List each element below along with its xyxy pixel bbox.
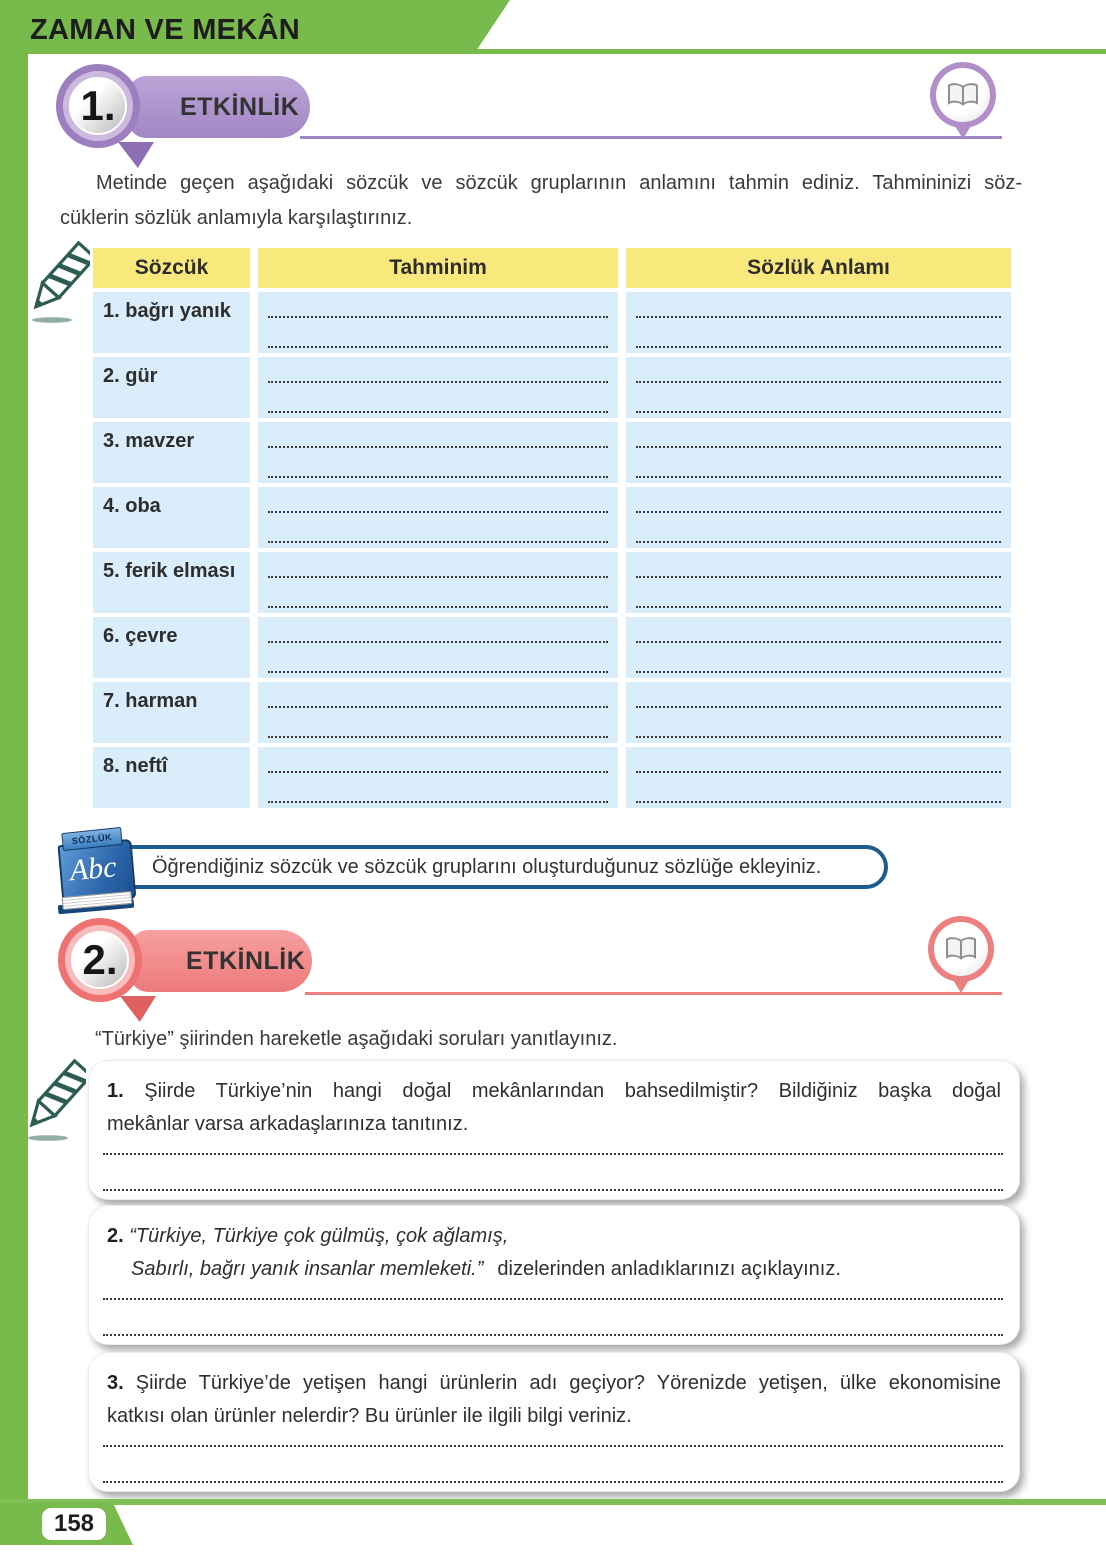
question-box-3 [88,1352,1020,1492]
answer-line [268,381,608,383]
left-green-rail [0,52,28,1544]
word-cell: 1. bağrı yanık [93,292,250,353]
dictionary-book-icon [54,830,142,912]
answer-line [636,381,1001,383]
answer-line [636,476,1001,478]
word-cell: 3. mavzer [93,422,250,483]
activity1-label: ETKİNLİK [180,92,300,121]
activity1-intro [60,166,1022,236]
answer-line [268,671,608,673]
pencil-icon [30,238,90,324]
answer-line [636,541,1001,543]
activity1-badge-tail [118,142,154,168]
dictionary-meaning-cell [626,357,1011,418]
guess-cell [258,422,618,483]
column-header-tahminim: Tahminim [258,248,618,288]
activity2-badge-tail [120,996,156,1022]
activity2-label: ETKİNLİK [186,946,306,975]
activity1-label-pill [128,76,310,138]
dictionary-cover-label: Abc [68,850,118,888]
dictionary-tab-label: SÖZLÜK [61,827,123,851]
intro-line: cüklerin sözlük anlamıyla karşılaştırınız. [60,207,413,229]
answer-line [268,346,608,348]
answer-line [636,736,1001,738]
answer-line [636,641,1001,643]
answer-line [103,1481,1003,1483]
activity1-divider-line [300,136,1002,139]
answer-line [268,316,608,318]
open-book-icon [934,922,988,976]
guess-cell [258,617,618,678]
dictionary-note-box [112,845,888,889]
vocabulary-table [93,248,1011,808]
guess-cell [258,747,618,808]
answer-line [636,576,1001,578]
answer-line [268,606,608,608]
question-box-1 [88,1060,1020,1200]
activity2-number-badge [58,918,142,1002]
page-number: 158 [42,1508,106,1540]
dictionary-meaning-cell [626,552,1011,613]
question-text: 2. “Türkiye, Türkiye çok gülmüş, çok ağlamış, [107,1225,509,1247]
word-cell: 2. gür [93,357,250,418]
answer-line [268,476,608,478]
guess-cell [258,682,618,743]
question-text: Sabırlı, bağrı yanık insanlar memleketi.” dizelerinden anladıklarınızı açıklayınız. [131,1258,841,1280]
activity2-number: 2. [82,936,118,983]
open-book-icon [936,68,990,122]
activity2-intro: “Türkiye” şiirinden hareketle aşağıdaki soruları yanıtlayınız. [95,1028,618,1050]
answer-line [268,736,608,738]
word-cell: 5. ferik elması [93,552,250,613]
word-cell: 7. harman [93,682,250,743]
answer-line [636,346,1001,348]
dictionary-meaning-cell [626,617,1011,678]
answer-line [268,541,608,543]
footer-rule [0,1499,1106,1505]
book-pin-icon [928,916,996,994]
activity2-divider-line [305,992,1002,995]
guess-cell [258,487,618,548]
answer-line [636,706,1001,708]
answer-line [103,1153,1003,1155]
answer-line [268,801,608,803]
header-rule [0,49,1106,54]
column-header-sozluk-anlami: Sözlük Anlamı [626,248,1011,288]
answer-line [268,771,608,773]
answer-line [103,1334,1003,1336]
answer-line [636,446,1001,448]
question-text: 3. Şiirde Türkiye’de yetişen hangi ürünlerin adı geçiyor? Yörenizde yetişen, ülke ekonomisine [107,1372,1001,1394]
answer-line [268,511,608,513]
answer-line [268,706,608,708]
pencil-icon [26,1056,86,1142]
dictionary-note-text: Öğrendiğiniz sözcük ve sözcük gruplarını oluşturduğunuz sözlüğe ekleyiniz. [152,855,822,878]
dictionary-meaning-cell [626,487,1011,548]
answer-line [268,411,608,413]
answer-line [636,801,1001,803]
word-cell: 6. çevre [93,617,250,678]
book-pin-icon [930,62,998,140]
answer-line [636,316,1001,318]
dictionary-meaning-cell [626,422,1011,483]
answer-line [103,1298,1003,1300]
intro-line: Metinde geçen aşağıdaki sözcük ve sözcük gruplarının anlamını tahmin ediniz. Tahmininizi söz- [96,172,1022,194]
section-title: ZAMAN VE MEKÂN [30,14,301,46]
activity1-number: 1. [80,82,116,129]
activity2-label-pill [130,930,312,992]
activity1-number-badge [56,64,140,148]
answer-line [268,641,608,643]
answer-line [636,771,1001,773]
question-text: katkısı olan ürünler nelerdir? Bu ürünler ile ilgili bilgi veriniz. [107,1405,632,1427]
question-text: 1. Şiirde Türkiye’nin hangi doğal mekânlarından bahsedilmiştir? Bildiğiniz başka doğal [107,1080,1001,1102]
dictionary-meaning-cell [626,682,1011,743]
answer-line [636,511,1001,513]
answer-line [268,576,608,578]
word-cell: 4. oba [93,487,250,548]
guess-cell [258,292,618,353]
answer-line [636,671,1001,673]
answer-line [103,1445,1003,1447]
guess-cell [258,552,618,613]
word-cell: 8. neftî [93,747,250,808]
question-text: mekânlar varsa arkadaşlarınıza tanıtınız. [107,1113,469,1135]
answer-line [268,446,608,448]
answer-line [103,1189,1003,1191]
answer-line [636,411,1001,413]
answer-line [636,606,1001,608]
question-box-2 [88,1205,1020,1345]
dictionary-meaning-cell [626,747,1011,808]
guess-cell [258,357,618,418]
column-header-sozcuk: Sözcük [93,248,250,288]
dictionary-meaning-cell [626,292,1011,353]
